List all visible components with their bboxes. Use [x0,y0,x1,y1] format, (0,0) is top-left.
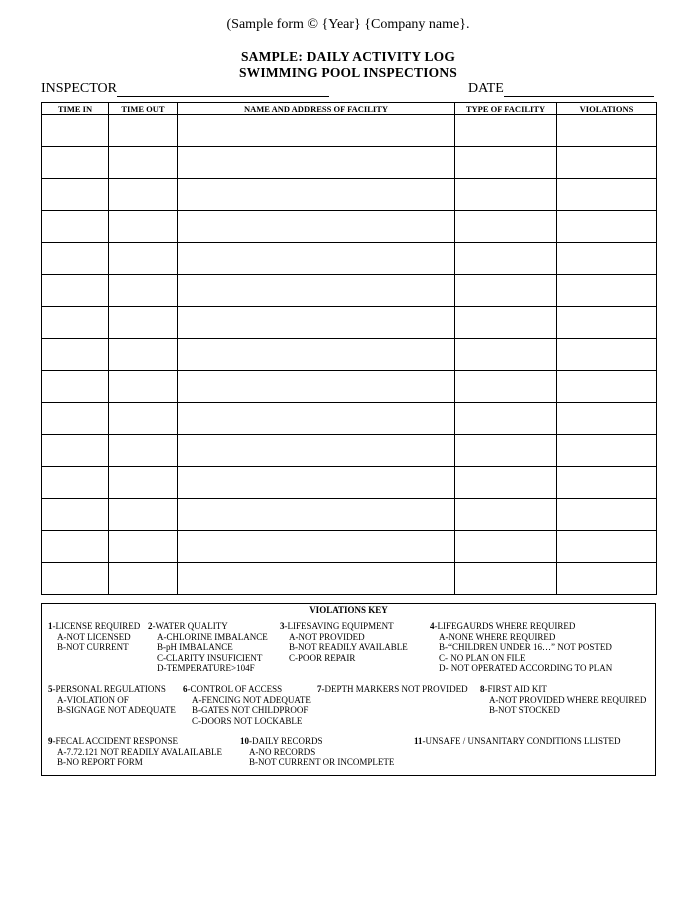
key-item: A-NOT PROVIDED WHERE REQUIRED [489,694,647,705]
violations-cell[interactable] [557,435,657,467]
key-group-title: -UNSAFE / UNSANITARY CONDITIONS LLISTED [422,736,621,746]
time-out-cell[interactable] [109,275,178,307]
key-group-title: -LIFESAVING EQUIPMENT [284,621,394,631]
key-group-title: -DAILY RECORDS [249,736,323,746]
col-header-violations: VIOLATIONS [557,103,657,115]
activity-log-table [41,102,657,595]
time-in-cell[interactable] [42,339,109,371]
time-in-cell[interactable] [42,531,109,563]
date-line[interactable] [504,82,654,97]
time-out-cell[interactable] [109,563,178,595]
key-group-number: 8 [480,684,485,694]
time-out-cell[interactable] [109,243,178,275]
facility-name-address-cell[interactable] [178,339,455,371]
table-row [42,307,657,339]
sample-notice: (Sample form © {Year} {Company name}. [226,17,470,32]
time-out-cell[interactable] [109,467,178,499]
facility-name-address-cell[interactable] [178,371,455,403]
key-item: B-NOT READILY AVAILABLE [289,642,408,652]
time-in-cell[interactable] [42,499,109,531]
key-group-title: -FECAL ACCIDENT RESPONSE [52,736,179,746]
facility-name-address-cell[interactable] [178,435,455,467]
key-item: A-NONE WHERE REQUIRED [439,631,556,642]
table-row [42,115,657,147]
violations-cell[interactable] [557,467,657,499]
table-row [42,339,657,371]
time-out-cell[interactable] [109,371,178,403]
key-group-5 [48,684,176,716]
violations-cell[interactable] [557,211,657,243]
key-group-number: 7 [317,684,322,694]
facility-type-cell[interactable] [455,275,557,307]
key-item: B-pH IMBALANCE [157,642,233,652]
time-in-cell[interactable] [42,435,109,467]
facility-name-address-cell[interactable] [178,115,455,147]
col-header-time-out: TIME OUT [109,103,178,115]
violations-cell[interactable] [557,339,657,371]
facility-type-cell[interactable] [455,115,557,147]
key-group-11 [414,736,620,747]
key-group-7 [317,684,468,695]
form-title: SAMPLE: DAILY ACTIVITY LOG [240,49,456,64]
facility-type-cell[interactable] [455,339,557,371]
violations-key-title: VIOLATIONS KEY [309,605,388,615]
key-item: A-VIOLATION OF [57,694,129,705]
key-item: B-GATES NOT CHILDPROOF [192,705,309,715]
table-row [42,275,657,307]
inspector-label: INSPECTOR [41,81,117,96]
table-row [42,467,657,499]
violations-cell[interactable] [557,275,657,307]
key-group-9 [48,736,222,768]
violations-cell[interactable] [557,563,657,595]
key-group-3 [280,621,408,663]
key-item: A-NOT LICENSED [57,631,131,642]
facility-type-cell[interactable] [455,563,557,595]
key-item: C-DOORS NOT LOCKABLE [192,715,303,726]
key-group-number: 2 [148,621,153,631]
facility-type-cell[interactable] [455,307,557,339]
violations-cell[interactable] [557,179,657,211]
key-group-title: -DEPTH MARKERS NOT PROVIDED [321,684,468,694]
key-item: B-NOT CURRENT [57,642,129,652]
col-header-time-in: TIME IN [42,103,109,115]
facility-name-address-cell[interactable] [178,307,455,339]
table-header-row [42,103,657,115]
table-row [42,371,657,403]
date-field[interactable] [468,81,654,97]
time-in-cell[interactable] [42,371,109,403]
facility-type-cell[interactable] [455,371,557,403]
key-group-2 [148,621,268,674]
key-item: B-NO REPORT FORM [57,757,143,767]
key-item: B-SIGNAGE NOT ADEQUATE [57,705,176,715]
key-group-1 [48,621,140,653]
key-group-number: 3 [280,621,285,631]
date-label: DATE [468,81,504,96]
table-row [42,531,657,563]
table-row [42,243,657,275]
key-group-number: 5 [48,684,53,694]
violations-cell[interactable] [557,147,657,179]
key-item: C-CLARITY INSUFICIENT [157,652,263,663]
time-in-cell[interactable] [42,563,109,595]
facility-type-cell[interactable] [455,467,557,499]
key-group-number: 6 [183,684,188,694]
col-header-facility-type: TYPE OF FACILITY [455,103,557,115]
violations-cell[interactable] [557,115,657,147]
key-group-title: -FIRST AID KIT [484,684,547,694]
key-group-4 [430,621,612,674]
time-in-cell[interactable] [42,243,109,275]
table-row [42,435,657,467]
key-item: D- NOT OPERATED ACCORDING TO PLAN [439,663,613,673]
key-item: A-NOT PROVIDED [289,631,365,642]
time-out-cell[interactable] [109,531,178,563]
violations-cell[interactable] [557,307,657,339]
inspector-field[interactable] [41,81,329,97]
key-group-title: -LICENSE REQUIRED [52,621,141,631]
key-group-title: -CONTROL OF ACCESS [187,684,283,694]
key-group-title: -PERSONAL REGULATIONS [52,684,166,694]
facility-name-address-cell[interactable] [178,211,455,243]
violations-cell[interactable] [557,371,657,403]
time-out-cell[interactable] [109,115,178,147]
facility-type-cell[interactable] [455,243,557,275]
time-out-cell[interactable] [109,435,178,467]
time-in-cell[interactable] [42,147,109,179]
key-group-6 [183,684,311,726]
key-item: B-NOT CURRENT OR INCOMPLETE [249,757,395,767]
inspector-line[interactable] [117,82,329,97]
facility-name-address-cell[interactable] [178,243,455,275]
facility-name-address-cell[interactable] [178,403,455,435]
table-row [42,179,657,211]
key-item: C- NO PLAN ON FILE [439,652,526,663]
violations-cell[interactable] [557,531,657,563]
key-group-title: -LIFEGAURDS WHERE REQUIRED [434,621,576,631]
time-out-cell[interactable] [109,339,178,371]
key-group-number: 11 [414,736,423,746]
key-item: A-NO RECORDS [249,746,316,757]
key-item: B-NOT STOCKED [489,705,560,715]
key-item: A-CHLORINE IMBALANCE [157,631,268,642]
table-row [42,499,657,531]
violations-cell[interactable] [557,499,657,531]
time-in-cell[interactable] [42,467,109,499]
facility-name-address-cell[interactable] [178,147,455,179]
table-row [42,403,657,435]
key-item: C-POOR REPAIR [289,652,356,663]
time-in-cell[interactable] [42,403,109,435]
key-group-8 [480,684,646,716]
facility-name-address-cell[interactable] [178,563,455,595]
facility-name-address-cell[interactable] [178,531,455,563]
time-out-cell[interactable] [109,307,178,339]
key-group-number: 10 [240,736,249,746]
form-subtitle: SWIMMING POOL INSPECTIONS [238,65,458,80]
time-out-cell[interactable] [109,403,178,435]
key-item: A-7.72.121 NOT READILY AVALAILABLE [57,746,223,757]
facility-type-cell[interactable] [455,179,557,211]
time-in-cell[interactable] [42,115,109,147]
time-out-cell[interactable] [109,179,178,211]
key-item: D-TEMPERATURE>104F [157,663,255,673]
facility-type-cell[interactable] [455,531,557,563]
facility-name-address-cell[interactable] [178,275,455,307]
time-in-cell[interactable] [42,275,109,307]
facility-type-cell[interactable] [455,211,557,243]
key-item: B-“CHILDREN UNDER 16…” NOT POSTED [439,642,612,652]
table-row [42,211,657,243]
key-group-number: 1 [48,621,53,631]
key-group-number: 9 [48,736,53,746]
time-out-cell[interactable] [109,499,178,531]
facility-type-cell[interactable] [455,147,557,179]
violations-key-box [41,603,656,776]
col-header-facility-name-address: NAME AND ADDRESS OF FACILITY [178,103,455,115]
facility-type-cell[interactable] [455,499,557,531]
facility-type-cell[interactable] [455,435,557,467]
facility-name-address-cell[interactable] [178,467,455,499]
facility-name-address-cell[interactable] [178,499,455,531]
time-in-cell[interactable] [42,179,109,211]
time-in-cell[interactable] [42,211,109,243]
key-group-title: -WATER QUALITY [152,621,228,631]
key-item: A-FENCING NOT ADEQUATE [192,694,311,705]
key-group-10 [240,736,394,768]
facility-name-address-cell[interactable] [178,179,455,211]
time-out-cell[interactable] [109,147,178,179]
violations-cell[interactable] [557,243,657,275]
facility-type-cell[interactable] [455,403,557,435]
time-in-cell[interactable] [42,307,109,339]
time-out-cell[interactable] [109,211,178,243]
table-row [42,563,657,595]
violations-cell[interactable] [557,403,657,435]
table-row [42,147,657,179]
key-group-number: 4 [430,621,435,631]
